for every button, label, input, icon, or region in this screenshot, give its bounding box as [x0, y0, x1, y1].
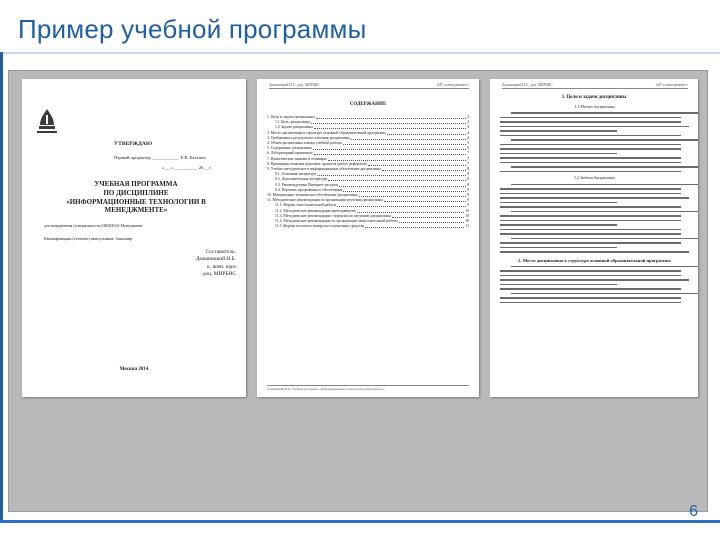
toc-row-page: 3	[467, 125, 469, 130]
toc-row-leader	[328, 177, 466, 181]
author-block	[174, 249, 236, 279]
text-line	[511, 211, 698, 213]
toc-row-label: 11. Методические рекомендации по организации изучения дисциплины	[267, 198, 383, 203]
toc-row-leader	[384, 198, 466, 202]
text-line	[500, 215, 681, 217]
section-heading: 1. Цели и задачи дисциплины	[561, 95, 627, 100]
toc-row-leader	[387, 131, 466, 135]
toc-row-page: 7	[467, 151, 469, 156]
text-line	[500, 126, 689, 128]
text-line	[500, 229, 681, 231]
toc-row-leader	[392, 214, 464, 218]
toc-row-leader	[311, 120, 466, 124]
text-line	[500, 144, 681, 146]
toc-row-label: 9.1. Основная литература	[275, 172, 317, 177]
text-line	[500, 270, 681, 272]
toc-row-leader	[339, 183, 466, 187]
toc-row-page: 3	[467, 115, 469, 119]
toc-row-label: 5. Содержание дисциплины	[267, 146, 312, 151]
toc-row-page: 11	[465, 224, 469, 229]
toc-row-leader	[357, 209, 464, 213]
text-line	[500, 247, 617, 249]
header-left: Доманицкий И.Б., доц. МИРБИС	[269, 83, 320, 87]
toc-row-label: 1.1 Цель дисциплины	[275, 120, 310, 125]
toc-row-page: 3	[467, 120, 469, 125]
header-right: «ИТ в менеджменте»	[655, 83, 688, 87]
toc-row-page: 4	[467, 130, 469, 135]
toc-title: СОДЕРЖАНИЕ	[349, 102, 387, 107]
document-page-toc[interactable]	[257, 79, 479, 397]
text-line	[500, 153, 617, 155]
toc-row-leader	[368, 162, 466, 166]
table-of-contents	[267, 115, 469, 229]
page-header	[502, 83, 688, 89]
toc-row-leader	[359, 193, 466, 197]
toc-row-label: 4. Объем дисциплины и виды учебной работы	[267, 141, 342, 146]
toc-row-label: 10. Материально-техническое обеспечение дисциплины	[267, 193, 358, 198]
toc-row-label: 6. Лабораторный практикум	[267, 151, 313, 156]
city-year: Москва 2014	[119, 367, 149, 372]
author-line: Доманицкий И.Б.	[195, 256, 236, 263]
toc-row-leader	[399, 219, 464, 223]
toc-row-label: 9.3. Рекомендуемые Интернет-ресурсы	[275, 182, 339, 187]
toc-row-page: 8	[467, 172, 469, 177]
text-line	[500, 302, 681, 304]
text-line	[500, 197, 689, 199]
toc-row-leader	[317, 172, 466, 176]
author-line: к. воен. наук	[207, 263, 236, 270]
toc-row-label: 2. Место дисциплины в структуре основной образовательной программы	[267, 130, 386, 135]
text-line	[500, 275, 681, 277]
toc-row-leader	[328, 157, 466, 161]
text-line	[511, 139, 698, 141]
document-page-title[interactable]	[22, 79, 246, 397]
text-line	[500, 188, 681, 190]
toc-row-page: 9	[467, 187, 469, 192]
approval-block	[114, 141, 238, 170]
text-line	[500, 121, 681, 123]
text-line	[500, 251, 689, 253]
toc-row-label: 11.5. Формы итогового контроля и оценочные средства	[275, 224, 365, 229]
university-logo-icon	[34, 107, 60, 137]
toc-row-page: 9	[467, 193, 469, 198]
program-title-line: УЧЕБНАЯ ПРОГРАММА	[94, 180, 178, 188]
body-text-block	[500, 112, 689, 172]
author-line: доц. МИРБИС	[202, 271, 236, 278]
direction-text: для направления (специальности) 080200.62 Менеджмент	[44, 223, 143, 228]
text-line	[500, 220, 681, 222]
slide-title: Пример учебной программы	[18, 14, 367, 44]
text-line	[511, 293, 698, 295]
author-line: Составитель:	[205, 249, 236, 255]
toc-row-label: 11.1. Формы самостоятельной работы	[275, 203, 337, 208]
text-line	[500, 233, 681, 235]
text-line	[511, 266, 698, 268]
page-body	[500, 104, 689, 306]
text-line	[511, 166, 698, 168]
text-line	[500, 135, 681, 137]
toc-row-label: 11.3. Методические рекомендации студентам по изучению дисциплины	[275, 213, 391, 218]
text-line	[500, 157, 681, 159]
text-line	[511, 238, 698, 240]
page-footer: Доманицкий И.Б. Учебная программа «Информационные технологии в менеджменте»	[267, 385, 469, 391]
text-line	[500, 148, 681, 150]
toc-row-page: 4	[467, 135, 469, 140]
text-line	[500, 162, 681, 164]
text-line	[500, 202, 617, 204]
toc-row-page: 10	[465, 213, 469, 218]
approval-title: УТВЕРЖДАЮ	[114, 141, 153, 147]
toc-row-leader	[343, 188, 466, 192]
toc-row[interactable]	[267, 224, 469, 229]
slide-number: 6	[689, 503, 698, 520]
subsection-heading: 1.1 Место дисциплины	[574, 104, 615, 109]
document-page-content[interactable]	[490, 79, 698, 397]
toc-row-label: 1.2 Задачи дисциплины	[275, 125, 313, 130]
text-line	[500, 242, 681, 244]
toc-row-label: 3. Требования к результатам освоения дисциплины	[267, 135, 350, 140]
text-line	[500, 193, 681, 195]
bottom-accent-bar	[0, 520, 720, 523]
document-viewer[interactable]	[8, 70, 708, 512]
toc-row-page: 5	[467, 141, 469, 146]
text-line	[500, 297, 681, 299]
toc-row-label: 9.4. Перечень программного обеспечения	[275, 187, 343, 192]
toc-row-page: 10	[465, 208, 469, 213]
toc-row-leader	[351, 136, 466, 140]
toc-row-label: 7. Практические занятия и семинары	[267, 156, 327, 161]
body-text-block	[500, 266, 689, 304]
text-line	[511, 112, 698, 114]
text-line	[500, 279, 689, 281]
subsection-heading: 1.2 Задачи дисциплины	[574, 175, 615, 181]
toc-row-page: 7	[467, 156, 469, 161]
text-line	[511, 184, 698, 186]
text-line	[500, 206, 681, 208]
title-divider	[0, 52, 720, 54]
section-heading: 2. Место дисциплины в структуре основной образовательной программы	[518, 257, 671, 263]
toc-row-page: 9	[467, 203, 469, 208]
program-title-line: ПО ДИСЦИПЛИНЕ	[103, 188, 169, 197]
toc-row-page: 7	[467, 161, 469, 166]
toc-row-page: 8	[467, 182, 469, 187]
page-header	[269, 83, 469, 89]
toc-row-label: 9. Учебно-методическое и информационное обеспечение дисциплины	[267, 167, 381, 172]
approval-date: «___» __________ 20__ г.	[162, 165, 212, 170]
qualification-text: Квалификация (степень) выпускника: бакалавр	[44, 236, 133, 241]
text-line	[500, 171, 681, 173]
toc-row-page: 10	[465, 219, 469, 224]
text-line	[500, 224, 617, 226]
toc-row-label: 11.2. Методические рекомендации преподавателю	[275, 208, 356, 213]
toc-row-leader	[337, 203, 466, 207]
program-title-line: МЕНЕДЖМЕНТЕ»	[104, 206, 168, 215]
approval-signature: Первый проректор ____________ Е.В. Бахтина	[114, 155, 206, 160]
toc-row-page: 8	[467, 177, 469, 182]
toc-row-label: 8. Примерная тематика курсовых проектов (работ, рефератов)	[267, 161, 367, 166]
text-line	[500, 288, 681, 290]
body-text-block	[500, 184, 689, 253]
left-accent-bar	[0, 52, 3, 522]
text-line	[500, 284, 617, 286]
program-title-line: «ИНФОРМАЦИОННЫЕ ТЕХНОЛОГИИ В	[66, 197, 206, 206]
toc-row-leader	[316, 115, 466, 119]
header-right: «ИТ в менеджменте»	[436, 83, 469, 87]
header-left: Доманицкий И.Б., доц. МИРБИС	[502, 83, 553, 87]
toc-row-label: 9.2. Дополнительная литература	[275, 177, 328, 182]
toc-row-page: 6	[467, 146, 469, 151]
text-line	[500, 130, 617, 132]
toc-row-leader	[365, 224, 464, 228]
toc-row-page: 9	[467, 198, 469, 203]
toc-row-label: 11.4. Методические рекомендации по организации самостоятельной работы	[275, 219, 398, 224]
program-title	[36, 180, 236, 215]
toc-row-leader	[313, 146, 466, 150]
toc-row-label: 1. Цели и задачи дисциплины	[267, 115, 315, 119]
toc-row-leader	[314, 151, 467, 155]
text-line	[500, 117, 681, 119]
toc-row-leader	[314, 125, 466, 129]
toc-row-page: 8	[467, 167, 469, 172]
toc-row-leader	[343, 141, 466, 145]
toc-row-leader	[382, 167, 467, 171]
